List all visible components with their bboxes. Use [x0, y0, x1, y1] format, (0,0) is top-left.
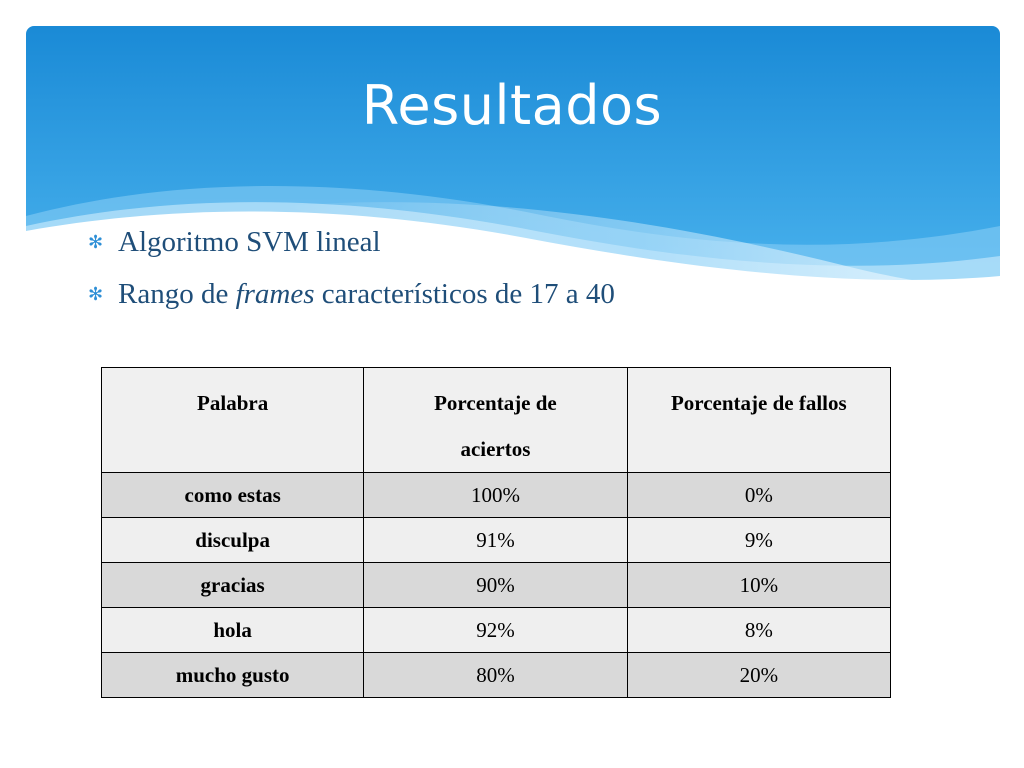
cell-fallos: 8% [627, 608, 890, 653]
cell-aciertos: 100% [364, 473, 627, 518]
page-title: Resultados [361, 74, 663, 137]
cell-palabra: gracias [102, 563, 364, 608]
table-row [102, 518, 891, 563]
bullet-item [88, 274, 615, 326]
column-header-aciertos: Porcentaje de aciertos [364, 368, 627, 473]
bullet-item [88, 222, 615, 274]
bullet-list [88, 222, 615, 326]
table-row [102, 473, 891, 518]
cell-fallos: 10% [627, 563, 890, 608]
cell-palabra: como estas [102, 473, 364, 518]
cell-fallos: 9% [627, 518, 890, 563]
asterisk-bullet-icon: ✻ [88, 284, 104, 304]
table-row [102, 608, 891, 653]
column-header-palabra: Palabra [102, 368, 364, 473]
bullet-text: Algoritmo SVM lineal [118, 226, 381, 258]
cell-aciertos: 91% [364, 518, 627, 563]
cell-palabra: hola [102, 608, 364, 653]
table-row [102, 653, 891, 698]
cell-fallos: 20% [627, 653, 890, 698]
cell-palabra: mucho gusto [102, 653, 364, 698]
table-row [102, 563, 891, 608]
cell-aciertos: 80% [364, 653, 627, 698]
table-body [102, 473, 891, 698]
table-header [102, 368, 891, 473]
cell-aciertos: 92% [364, 608, 627, 653]
header-row [102, 368, 891, 473]
cell-fallos: 0% [627, 473, 890, 518]
bullet-text-suffix: característicos de 17 a 40 [314, 278, 615, 310]
column-header-fallos: Porcentaje de fallos [627, 368, 890, 473]
cell-palabra: disculpa [102, 518, 364, 563]
cell-aciertos: 90% [364, 563, 627, 608]
bullet-text-prefix: Rango de [118, 278, 236, 310]
results-table [101, 367, 891, 698]
bullet-text-italic: frames [235, 278, 315, 310]
asterisk-bullet-icon: ✻ [88, 232, 104, 252]
